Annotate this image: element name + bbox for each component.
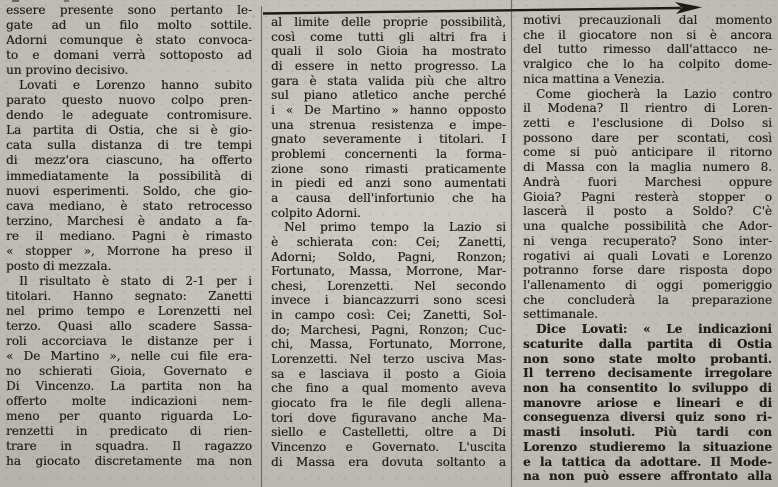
text-line: giocato fra le file degli allena- <box>271 396 506 411</box>
text-line: gnato severamente i titolari. I <box>271 132 506 147</box>
text-line: lascerà il posto a Soldo? C'è <box>523 204 772 219</box>
text-line: renzetti in predicato di rien- <box>6 424 252 439</box>
text-line: in piedi ed anzi sono aumentati <box>271 176 506 191</box>
text-line: Fortunato, Massa, Morrone, Mar- <box>271 264 506 279</box>
text-line: manovre ariose e lineari e di <box>523 395 772 410</box>
text-line: Gioia? Pagni resterà stopper o <box>523 189 772 204</box>
text-line: ha giocato discretamente ma non <box>6 454 252 469</box>
text-line: problemi concernenti la forma- <box>271 146 506 161</box>
text-line: settimanale. <box>523 307 598 322</box>
text-line: offerto molte indicazioni nem- <box>6 394 252 409</box>
text-line: Lovati e Lorenzo hanno subito <box>19 78 252 93</box>
text-line: che concluderà la preparazione <box>523 292 772 307</box>
text-line: del tutto rimesso dall'attacco ne- <box>523 42 772 57</box>
text-line: masti insoluti. Più tardi con <box>523 425 772 440</box>
text-line: terzo. Quasi allo scadere Sassa- <box>6 318 252 333</box>
text-line: di essere in netto progresso. La <box>271 58 506 73</box>
text-line: terzino, Marchesi è andato a fa- <box>6 213 252 228</box>
text-line: nica mattina a Venezia. <box>523 71 665 86</box>
text-line: è schierata con: Cei; Zanetti, <box>271 234 506 249</box>
text-line: roli accorciava le distanze per i <box>6 334 252 349</box>
text-line: invece i biancazzurri sono scesi <box>271 293 506 308</box>
text-line: ni venga recuperato? Sono inter- <box>523 233 772 248</box>
text-line: non sono state molto probanti. <box>523 351 772 366</box>
text-line: Adorni; Soldo, Pagni, Ronzon; <box>271 249 506 264</box>
text-line: gate ad un filo molto sottile. <box>6 18 252 33</box>
text-line: re il mediano. Pagni è rimasto <box>6 228 252 243</box>
text-line: come si può anticipare il ritorno <box>523 145 772 160</box>
text-line: La partita di Ostia, che si è gio- <box>6 123 252 138</box>
text-line: conseguenza diversi quiz sono ri- <box>523 410 772 425</box>
text-line: Lorenzo studieremo la situazione <box>523 439 772 454</box>
text-line: rogativi ai quali Lovati e Lorenzo <box>523 248 772 263</box>
article-column-3 <box>523 13 772 484</box>
text-line: una qualche possibilità che Ador- <box>523 219 772 234</box>
text-line: Di Vincenzo. La partita non ha <box>6 379 252 394</box>
text-line: sul piano atletico anche perché <box>271 88 506 103</box>
article-column-2 <box>271 15 506 469</box>
text-line: sa e lasciava il posto a Gioia <box>271 366 506 381</box>
text-line: Il risultato è stato di 2-1 per i <box>19 273 252 288</box>
text-line: che fino a qual momento aveva <box>271 381 506 396</box>
text-line: tori dove figuravano anche Ma- <box>271 410 506 425</box>
column-divider <box>261 6 262 487</box>
text-line: colpito Adorni. <box>271 205 361 220</box>
text-line: e la tattica da adottare. Il Mode- <box>523 454 772 469</box>
text-line: nuovi esperimenti. Soldo, che gio- <box>6 183 252 198</box>
text-line: così come tutti gli altri fra i <box>271 29 506 44</box>
text-line: « stopper », Morrone ha preso il <box>6 243 252 258</box>
text-line: di mezz'ora ciascuno, ha offerto <box>6 153 252 168</box>
text-line: essere presente sono pertanto le- <box>6 3 252 17</box>
text-line: Nel primo tempo la Lazio si <box>284 220 506 235</box>
text-line: scaturite dalla partita di Ostia <box>523 336 772 351</box>
text-line: meno per quanto riguarda Lo- <box>6 409 252 424</box>
text-line: i « De Martino » hanno opposto <box>271 102 506 117</box>
text-line: di Massa era dovuta soltanto a <box>271 454 506 469</box>
text-line: quali il solo Gioia ha mostrato <box>271 44 506 59</box>
text-line: parato questo nuovo colpo pren- <box>6 93 252 108</box>
text-line: siello e Castelletti, oltre a Di <box>271 425 506 440</box>
text-line: Andrà fuori Marchesi oppure <box>523 174 772 189</box>
text-line: un provino decisivo. <box>6 63 129 78</box>
text-line: titolari. Hanno segnato: Zanetti <box>6 288 252 303</box>
text-line: non ha consentito lo sviluppo di <box>523 380 772 395</box>
text-line: Dice Lovati: « Le indicazioni <box>536 322 772 337</box>
text-line: Lorenzetti. Nel terzo usciva Mas- <box>271 352 506 367</box>
text-line: al limite delle proprie possibilità, <box>271 15 506 29</box>
text-line: chesi, Lorenzetti. Nel secondo <box>271 278 506 293</box>
text-line: potranno forse dare risposta dopo <box>523 263 772 278</box>
text-line: una strenua resistenza e impe- <box>271 117 506 132</box>
text-line: trare in squadra. Il ragazzo <box>6 439 252 454</box>
text-line: Il terreno decisamente irregolare <box>523 366 772 381</box>
text-line: vralgico che lo ha colpito dome- <box>523 57 772 72</box>
text-line: che il giocatore non si è ancora <box>523 27 772 42</box>
text-line: a causa dell'infortunio che ha <box>271 190 506 205</box>
text-line: to e domani verrà sottoposto ad <box>6 48 252 63</box>
article-column-1 <box>6 3 252 469</box>
text-line: di Massa con la maglia numero 8. <box>523 160 772 175</box>
text-line: cava mediano, è stato retrocesso <box>6 198 252 213</box>
text-line: nel primo tempo e Lorenzetti nel <box>6 303 252 318</box>
text-line: motivi precauzionali dal momento <box>523 13 772 27</box>
text-line: Adorni comunque è stato convoca- <box>6 33 252 48</box>
column-divider <box>511 0 512 487</box>
text-line: l'allenamento di oggi pomeriggio <box>523 277 772 292</box>
text-line: Vincenzo e Governato. L'uscita <box>271 440 506 455</box>
text-line: dendo le adeguate contromisure. <box>6 108 252 123</box>
text-line: no schierati Gioia, Governato e <box>6 364 252 379</box>
text-line: cata sulla distanza di tre tempi <box>6 138 252 153</box>
text-line: in campo così: Cei; Zanetti, Sol- <box>271 308 506 323</box>
text-line: immediatamente la possibilità di <box>6 168 252 183</box>
text-line: na non può essere affrontato alla <box>523 469 772 484</box>
text-line: do; Marchesi, Pagni, Ronzon; Cuc- <box>271 322 506 337</box>
text-line: il Modena? Il rientro di Loren- <box>523 101 772 116</box>
text-line: gara è stata valida più che altro <box>271 73 506 88</box>
text-line: possono dare per scontati, così <box>523 130 772 145</box>
text-line: « De Martino », nelle cui file era- <box>6 349 252 364</box>
text-line: zione sono rimasti praticamente <box>271 161 506 176</box>
text-line: posto di mezzala. <box>6 258 112 273</box>
text-line: zetti e l'esclusione di Dolso si <box>523 116 772 131</box>
text-line: Come giocherà la Lazio contro <box>536 86 772 101</box>
text-line: chi, Massa, Fortunato, Morrone, <box>271 337 506 352</box>
